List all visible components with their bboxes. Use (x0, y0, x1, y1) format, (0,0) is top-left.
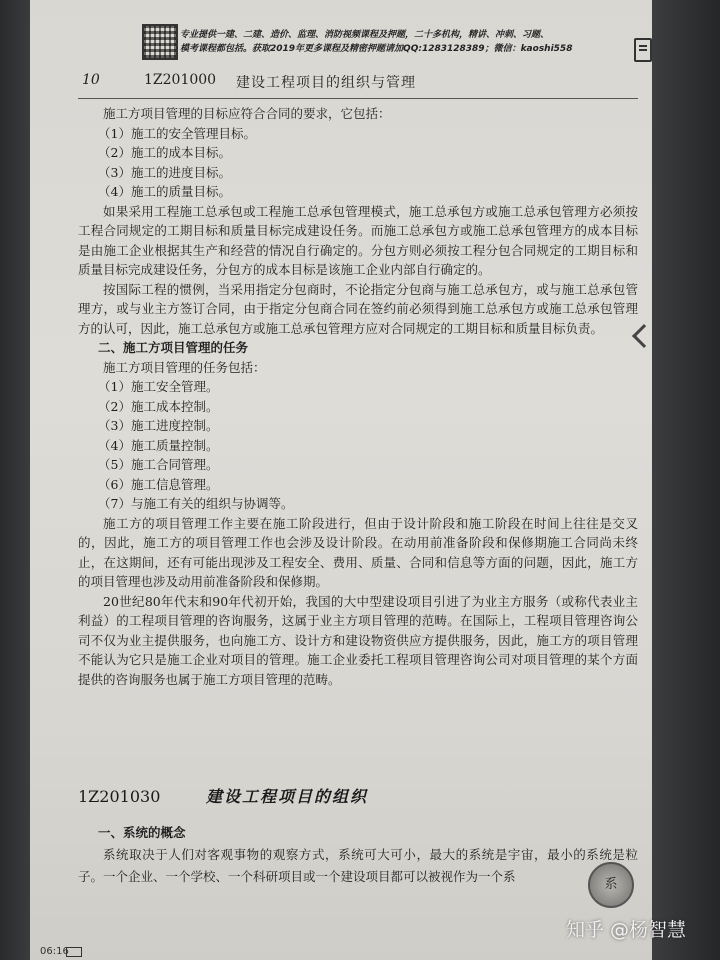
list-item: （2）施工的成本目标。 (98, 145, 231, 160)
list-item: （7）与施工有关的组织与协调等。 (98, 496, 294, 511)
floating-menu-button[interactable]: 系 (588, 862, 634, 908)
ad-banner-line1: 专业提供一建、二建、造价、监理、消防视频课程及押题，二十多机构，精讲、冲刺、习题、 (180, 30, 550, 40)
list-item: （1）施工的安全管理目标。 (98, 125, 256, 141)
ad-banner-line2: 模考课程都包括。获取2019年更多课程及精密押题请加QQ:1283128389；微信：kaoshi558 (180, 44, 573, 54)
chapter-title: 建设工程项目的组织与管理 (236, 75, 416, 91)
paragraph: 如果采用工程施工总承包或工程施工总承包管理模式，施工总承包方或施工总承包管理方必须按工程合同规定的工期目标和质量目标完成建设任务。而施工总承包方或施工总承包管理方的成本目标是由施工企业根据其生产和经营的情况自行确定的。分包方则必须按工程分包合同规定的工期目标和质量目标完成建设任务，分包方的成本目标是该施工企业内部自行确定的。 (78, 203, 638, 277)
list-item: （2）施工成本控制。 (98, 398, 219, 414)
running-header (78, 68, 638, 99)
clock: 06:16 (40, 946, 69, 957)
section-code: 1Z201030 (78, 787, 161, 806)
chapter-code: 1Z201000 (144, 72, 217, 88)
page-number: 10 (82, 72, 100, 88)
paragraph: 施工方项目管理的目标应符合合同的要求，它包括： (103, 106, 391, 121)
bookmark-icon[interactable] (634, 38, 652, 62)
zhihu-watermark: 知乎 @杨智慧 (566, 919, 687, 941)
status-bar (30, 944, 652, 960)
section-title (78, 784, 638, 807)
device-bezel-left (0, 0, 30, 960)
list-item: （6）施工信息管理。 (98, 476, 219, 492)
device-bezel-right (652, 0, 720, 960)
list-item: （5）施工合同管理。 (98, 457, 219, 472)
qr-code-icon (142, 24, 178, 60)
list-item: （4）施工的质量目标。 (98, 184, 231, 199)
ereader-screen (30, 0, 652, 960)
chevron-left-icon[interactable] (642, 318, 652, 362)
paragraph: 施工方项目管理的任务包括： (103, 359, 266, 375)
paragraph: 20世纪80年代末和90年代初开始，我国的大中型建设项目引进了为业主方服务（或称代表业主利益）的工程项目管理的咨询服务，这属于业主方项目管理的范畴。在国际上，工程项目管理咨询公司不仅为业主提供服务，也向施工方、设计方和建设物资供应方提供服务，因此，施工方的项目管理不能认为它只是施工企业对项目的管理。施工企业委托工程项目管理咨询公司对项目管理的某个方面提供的咨询服务也属于施工方项目管理的范畴。 (78, 593, 638, 687)
section-name: 建设工程项目的组织 (206, 787, 369, 806)
page-body (78, 104, 638, 689)
battery-icon (66, 947, 82, 957)
page-body-continued (78, 822, 638, 888)
list-item: （3）施工进度控制。 (98, 418, 219, 433)
list-item: （4）施工质量控制。 (98, 437, 219, 453)
list-item: （3）施工的进度目标。 (98, 164, 231, 180)
paragraph: 施工方的项目管理工作主要在施工阶段进行，但由于设计阶段和施工阶段在时间上往往是交叉的，因此，施工方的项目管理工作也会涉及设计阶段。在动用前准备阶段和保修期施工合同尚未终止，在这期间，还有可能出现涉及工程安全、费用、质量、合同和信息等方面的问题，因此，施工方的项目管理也涉及动用前准备阶段和保修期。 (78, 515, 638, 589)
paragraph: 系统取决于人们对客观事物的观察方式，系统可大可小，最大的系统是宇宙，最小的系统是粒子。一个企业、一个学校、一个科研项目或一个建设项目都可以被视作为一个系 (78, 847, 638, 884)
paragraph: 按国际工程的惯例，当采用指定分包商时，不论指定分包商与施工总承包方，或与施工总承包管理方，或与业主方签订合同，由于指定分包商合同在签约前必须得到施工总承包方或施工总承包管理方的认可，因此，施工总承包方或施工总承包管理方应对合同规定的工期目标和质量目标负责。 (78, 281, 638, 336)
list-item: （1）施工安全管理。 (98, 379, 219, 394)
section-heading: 二、施工方项目管理的任务 (98, 340, 249, 355)
subsection-heading: 一、系统的概念 (98, 825, 186, 840)
ad-banner (180, 28, 620, 56)
